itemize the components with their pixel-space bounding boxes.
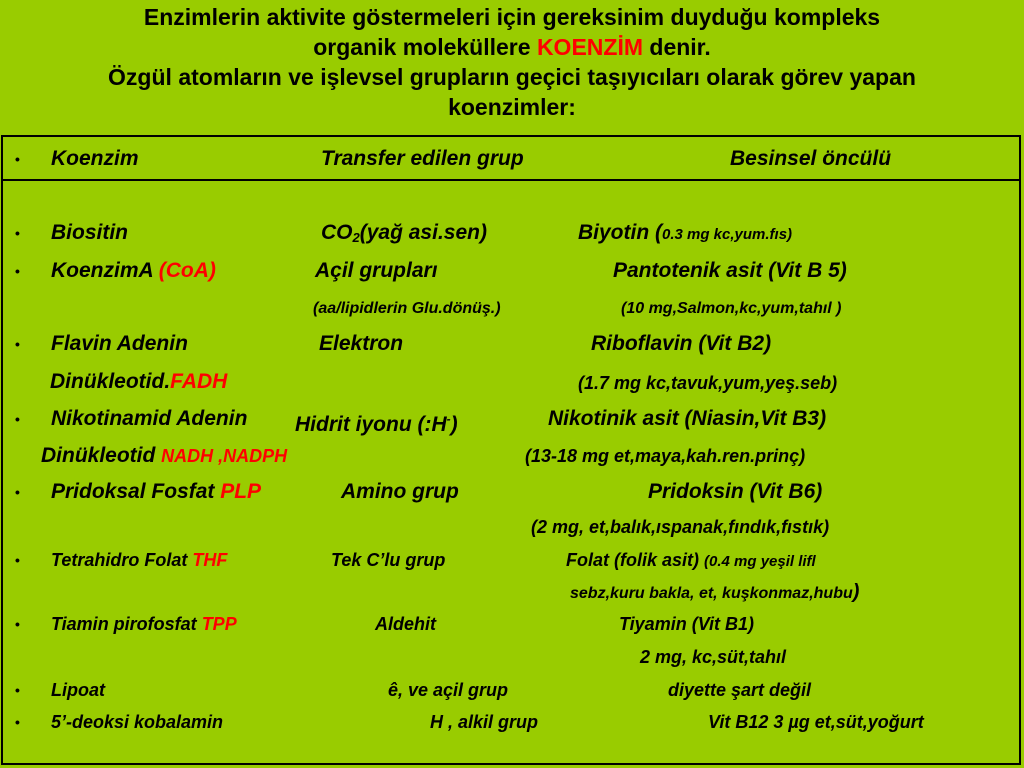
row-fad-precursor: Riboflavin (Vit B2) [591,332,772,355]
name-text: Dinükleotid. [50,370,171,393]
slide-title [0,2,1024,122]
name-text: Tetrahidro Folat [51,550,193,570]
row-thf-name [51,548,227,572]
column-header-group: Transfer edilen grup [321,147,524,170]
row-coa-name [51,259,216,283]
thf-abbreviation: THF [192,550,228,570]
column-header-precursor: Besinsel öncülü [730,147,892,170]
row-plp-group: Amino grup [341,480,459,503]
row-fad-name: Flavin Adenin [51,332,188,355]
name-text: Tiamin pirofosfat [51,614,202,634]
title-line-2-text: organik moleküllere [313,34,537,60]
row-biotin-name: Biositin [51,221,128,244]
row-plp-precursor: Pridoksin (Vit B6) [648,480,823,503]
row-nad-name-2 [41,444,287,468]
row-lipoate-group: ê, ve açil grup [388,680,509,700]
fadh-abbreviation: FADH [170,370,228,393]
row-thf-source [570,580,859,606]
precursor-dose: 0.3 mg kc,yum.fıs) [662,226,793,243]
plp-abbreviation: PLP [220,480,262,503]
row-nad-precursor: Nikotinik asit (Niasin,Vit B3) [548,407,827,430]
row-tpp-precursor: Tiyamin (Vit B1) [619,614,755,634]
co-text: CO [321,221,353,244]
row-thf-precursor [566,548,816,574]
bullet: • [15,552,20,568]
minus-superscript: - [446,412,451,426]
row-tpp-group: Aldehit [375,614,436,634]
row-coa-precursor: Pantotenik asit (Vit B 5) [613,259,847,282]
group-end: ) [450,413,458,436]
bullet: • [15,616,20,632]
row-fad-source: (1.7 mg kc,tavuk,yum,yeş.seb) [578,373,838,393]
header-divider [3,179,1019,181]
group-note: (yağ asi.sen) [359,221,487,244]
precursor-text: Biyotin ( [578,221,662,244]
row-coa-group: Açil grupları [315,259,438,282]
koenzim-highlight: KOENZİM [536,34,643,60]
row-fad-group: Elektron [319,332,404,355]
row-thf-group: Tek C’lu grup [331,550,446,570]
source-end: ) [852,581,860,603]
row-biotin-precursor [578,221,792,247]
bullet: • [15,336,20,352]
bullet: • [15,411,20,427]
row-nad-group [295,407,458,437]
row-cobalamin-precursor: Vit B12 3 µg et,süt,yoğurt [708,712,924,732]
row-cobalamin-group: H , alkil grup [430,712,539,732]
bullet: • [15,484,20,500]
name-text: Dinükleotid [41,444,162,467]
bullet: • [15,714,20,730]
row-lipoate-name: Lipoat [51,680,105,700]
title-line-3: Özgül atomların ve işlevsel grupların geçici taşıyıcıları olarak görev yapan [108,64,916,90]
source-text: sebz,kuru bakla, et, kuşkonmaz,hubu [570,585,853,602]
title-line-1: Enzimlerin aktivite göstermeleri için gereksinim duyduğu kompleks [143,4,881,30]
bullet: • [15,263,20,279]
row-nad-source: (13-18 mg et,maya,kah.ren.prinç) [525,446,806,466]
bullet: • [15,225,20,241]
row-lipoate-precursor: diyette şart değil [668,680,812,700]
precursor-dose: (0.4 mg yeşil lifl [704,553,816,570]
title-line-2 [0,32,1024,62]
title-line-4: koenzimler: [448,94,576,120]
bullet: • [15,682,20,698]
nadh-abbreviation: NADH ,NADPH [161,446,288,466]
row-fad-name-2 [50,370,227,394]
name-text: KoenzimA [51,259,159,282]
bullet: • [15,151,20,167]
name-text: Pridoksal Fosfat [51,480,221,503]
coa-abbreviation: (CoA) [158,259,216,282]
column-header-coenzyme: Koenzim [51,147,139,170]
row-plp-name [51,480,261,504]
row-cobalamin-name: 5’-deoksi kobalamin [51,712,224,732]
hydride-text: Hidrit iyonu (:H [295,413,447,436]
row-plp-source: (2 mg, et,balık,ıspanak,fındık,fıstık) [531,517,830,537]
row-coa-source: (10 mg,Salmon,kc,yum,tahıl ) [621,300,842,317]
precursor-text: Folat (folik asit) [566,550,705,570]
tpp-abbreviation: TPP [201,614,237,634]
row-tpp-name [51,612,237,636]
title-line-2-end: denir. [643,34,711,60]
row-biotin-group [321,221,487,250]
row-nad-name: Nikotinamid Adenin [51,407,248,430]
row-tpp-source: 2 mg, kc,süt,tahıl [640,647,787,667]
coenzyme-table [1,135,1021,765]
row-coa-group-note: (aa/lipidlerin Glu.dönüş.) [313,300,501,317]
co2-subscript: 2 [352,230,360,245]
